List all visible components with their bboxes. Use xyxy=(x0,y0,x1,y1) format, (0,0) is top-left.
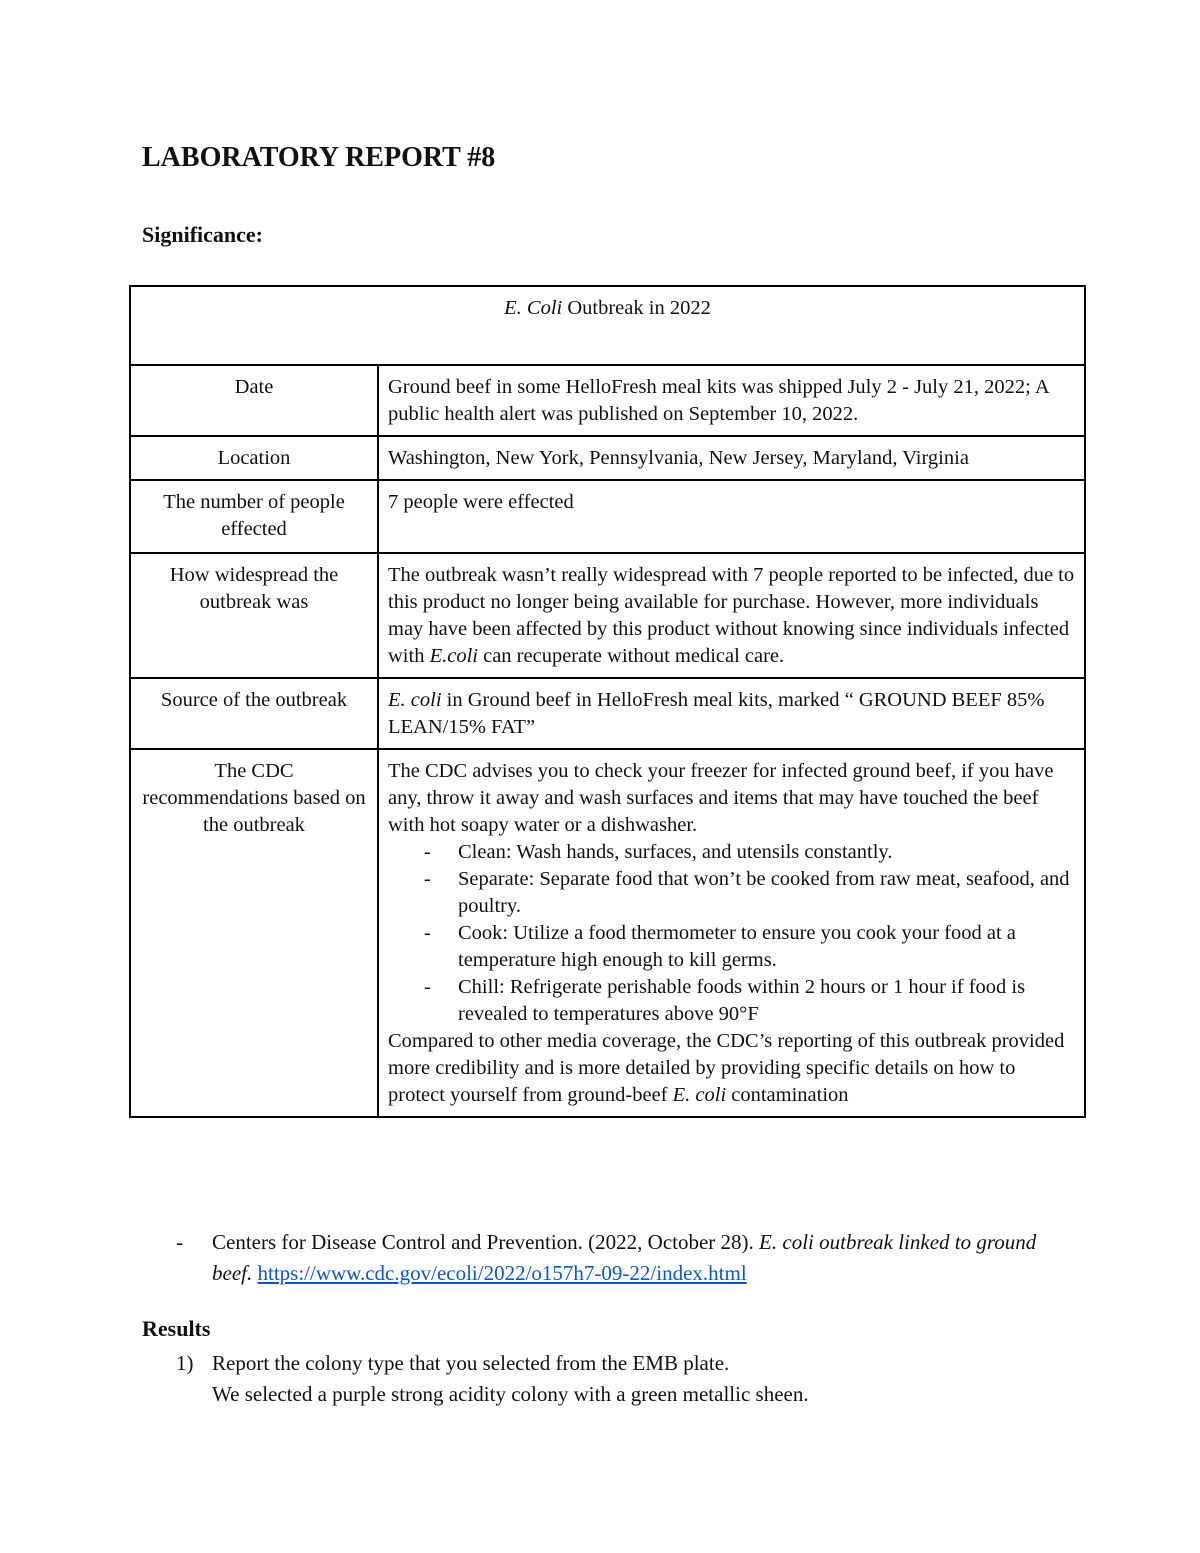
row-label-source: Source of the outbreak xyxy=(130,678,378,749)
row-label-date: Date xyxy=(130,365,378,436)
cdc-outro-text-2: contamination xyxy=(726,1084,849,1106)
row-value-location: Washington, New York, Pennsylvania, New Jersey, Maryland, Virginia xyxy=(378,436,1085,480)
widespread-organism: E.coli xyxy=(429,645,478,667)
page-title: LABORATORY REPORT #8 xyxy=(142,142,496,173)
outbreak-table xyxy=(129,285,1086,1118)
citation-link[interactable]: https://www.cdc.gov/ecoli/2022/o157h7-09-22/index.html xyxy=(257,1261,747,1285)
cdc-outro-text-1: Compared to other media coverage, the CDC’s reporting of this outbreak provided more credibility and is more detailed by providing specific details on how to protect yourself from ground-beef xyxy=(388,1030,1065,1106)
row-value-cdc xyxy=(378,749,1085,1117)
caption-organism: E. Coli xyxy=(504,297,563,319)
table-row-people xyxy=(130,480,1085,553)
cdc-outro-organism: E. coli xyxy=(672,1084,727,1106)
table-row-date xyxy=(130,365,1085,436)
row-label-widespread: How widespread the outbreak was xyxy=(130,553,378,678)
table-caption-row xyxy=(130,286,1085,365)
question-1 xyxy=(176,1348,809,1410)
list-item: - Separate: Separate food that won’t be cooked from raw meat, seafood, and poultry. xyxy=(458,866,1075,920)
question-prompt: Report the colony type that you selected from the EMB plate. xyxy=(212,1351,730,1375)
row-label-people: The number of people effected xyxy=(130,480,378,553)
question-answer: We selected a purple strong acidity colony with a green metallic sheen. xyxy=(212,1382,809,1406)
citation xyxy=(176,1227,1076,1289)
row-label-cdc: The CDC recommendations based on the outbreak xyxy=(130,749,378,1117)
caption-text: Outbreak in 2022 xyxy=(562,297,711,319)
significance-heading: Significance: xyxy=(142,222,263,247)
cdc-recommendation-list xyxy=(388,839,1075,1028)
table-row-widespread xyxy=(130,553,1085,678)
source-text: in Ground beef in HelloFresh meal kits, marked “ GROUND BEEF 85% LEAN/15% FAT” xyxy=(388,689,1045,738)
row-value-date: Ground beef in some HelloFresh meal kits was shipped July 2 - July 21, 2022; A public health alert was published on September 10, 2022. xyxy=(378,365,1085,436)
row-value-source xyxy=(378,678,1085,749)
citation-bullet: - xyxy=(176,1230,183,1254)
row-value-widespread xyxy=(378,553,1085,678)
list-item: - Clean: Wash hands, surfaces, and utensils constantly. xyxy=(458,839,1075,866)
table-row-cdc xyxy=(130,749,1085,1117)
source-organism: E. coli xyxy=(388,689,442,711)
widespread-text-2: can recuperate without medical care. xyxy=(477,645,785,667)
cdc-intro: The CDC advises you to check your freezer for infected ground beef, if you have any, throw it away and wash surfaces and items that may have touched the beef with hot soapy water or a dishwasher. xyxy=(388,760,1054,836)
row-value-people: 7 people were effected xyxy=(378,480,1085,553)
list-item: - Chill: Refrigerate perishable foods within 2 hours or 1 hour if food is revealed to temperatures above 90°F xyxy=(458,974,1075,1028)
row-label-location: Location xyxy=(130,436,378,480)
table-caption xyxy=(130,286,1085,365)
table-row-source xyxy=(130,678,1085,749)
cdc-outro xyxy=(388,1028,1075,1109)
question-number: 1) xyxy=(176,1351,194,1375)
table-row-location xyxy=(130,436,1085,480)
citation-text: Centers for Disease Control and Prevention. (2022, October 28). xyxy=(212,1230,760,1254)
citation-title: E. coli outbreak linked to ground beef. xyxy=(212,1230,1037,1285)
results-heading: Results xyxy=(142,1316,211,1341)
list-item: - Cook: Utilize a food thermometer to ensure you cook your food at a temperature high enough to kill germs. xyxy=(458,920,1075,974)
widespread-text-1: The outbreak wasn’t really widespread with 7 people reported to be infected, due to this product no longer being available for purchase. However, more individuals may have been affected by this product without knowing since individuals infected with xyxy=(388,564,1075,667)
